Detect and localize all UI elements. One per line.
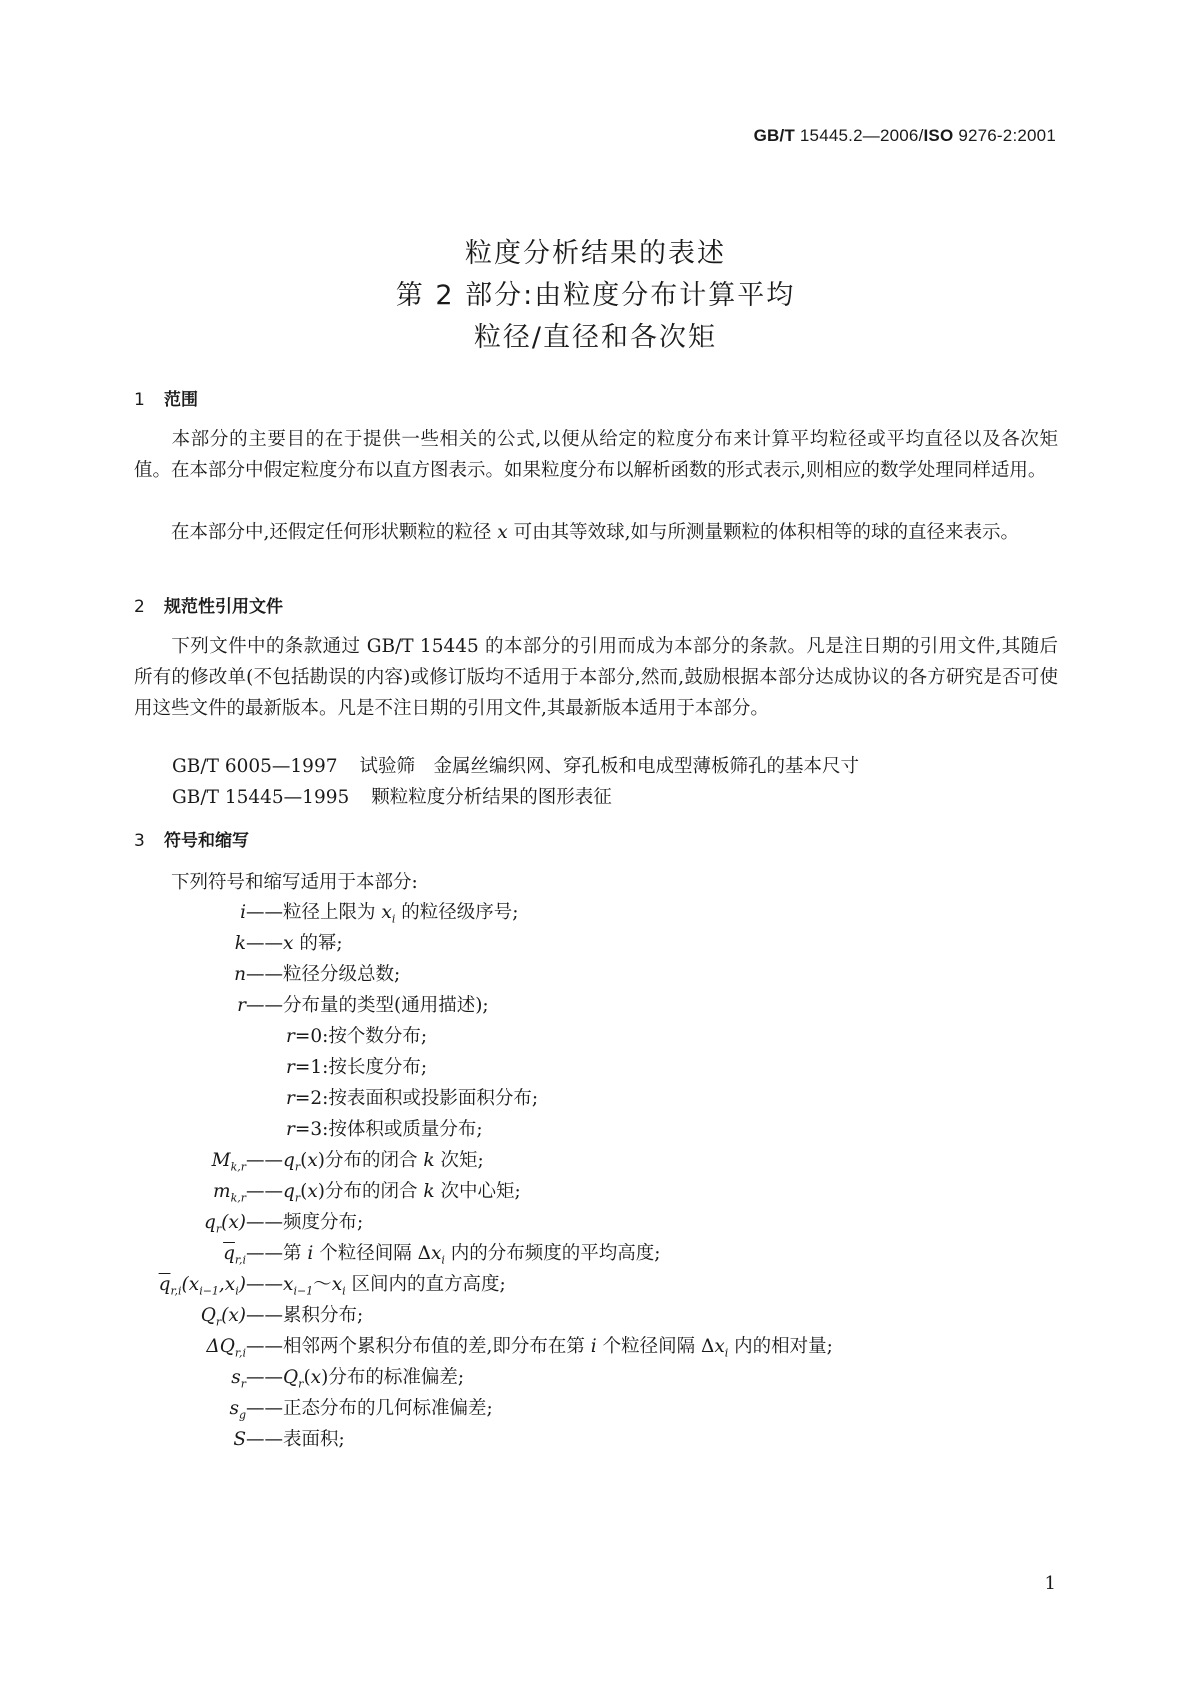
symbol-s: $s_r——Q_r(x)$分布的标准偏差; [231,1367,465,1391]
document-title-line-2: 第 2 部分:由粒度分布计算平均 [395,280,796,311]
symbol-k: k——x 的幂; [234,933,343,954]
symbol-r3: r=3:按体积或质量分布; [286,1119,483,1140]
reference-item: GB/T 15445—1995 颗粒粒度分析结果的图形表征 [172,787,612,808]
symbol-r1: r=1:按长度分布; [286,1057,428,1078]
standard-code: GB/T 15445.2—2006/ISO 9276-2:2001 [753,126,1056,145]
section-2-paragraph: 下列文件中的条款通过 GB/T 15445 的本部分的引用而成为本部分的条款。凡是注日期的引用文件,其随后所有的修改单(不包括勘误的内容)或修订版均不适用于本部分,然而,鼓励根据本部分达成协议的各方研究是否可使用这些文件的最新版本。凡是不注日期的引用文件,其最新版本适用于本部分。 [134,636,1058,719]
symbol-m: $m_{k,r}——q_r(x)$分布的闭合 k 次中心矩; [213,1181,521,1205]
section-1-heading: 1 范围 [134,390,198,410]
symbol-n: n——粒径分级总数; [234,964,401,985]
symbol-qbar-interval: $\overline{q}_{r,i}(x_{i-1},x_i)——x_{i-1}\sim x_i$ 区间内的直方高度; [158,1274,506,1298]
symbol-i: i——粒径上限为 $x_i$ 的粒径级序号; [240,902,519,926]
page-number: 1 [1044,1573,1056,1594]
section-1-paragraph-2: 在本部分中,还假定任何形状颗粒的粒径 x 可由其等效球,如与所测量颗粒的体积相等的球的直径来表示。 [171,522,1019,543]
document-title-line-1: 粒度分析结果的表述 [465,238,726,269]
reference-item: GB/T 6005—1997 试验筛 金属丝编织网、穿孔板和电成型薄板筛孔的基本尺寸 [172,756,860,777]
symbol-qbar: $\overline{q}_{r,i}——$第 i 个粒径间隔 $\Delta x_i$ 内的分布频度的平均高度; [223,1243,661,1267]
document-title-line-3: 粒径/直径和各次矩 [473,322,718,353]
symbol-deltaQ: $\Delta Q_{r,i}——$相邻两个累积分布值的差,即分布在第 i 个粒径间隔 $\Delta x_i$ 内的相对量; [206,1336,833,1360]
section-2-heading: 2 规范性引用文件 [134,597,283,617]
symbol-r0: r=0:按个数分布; [286,1026,428,1047]
symbol-q: $q_r(x)——$频度分布; [204,1212,364,1236]
symbol-r2: r=2:按表面积或投影面积分布; [286,1088,539,1109]
symbol-Q: $Q_r(x)——$累积分布; [200,1305,364,1329]
symbol-r: r——分布量的类型(通用描述); [237,995,489,1016]
symbol-S: S——表面积; [233,1429,345,1450]
symbol-sg: $s_g——$正态分布的几何标准偏差; [229,1398,493,1422]
section-3-heading: 3 符号和缩写 [134,831,249,851]
symbol-M: $M_{k,r}——q_r(x)$分布的闭合 k 次矩; [211,1150,484,1174]
section-3-intro: 下列符号和缩写适用于本部分: [171,872,418,893]
section-1-paragraph-1: 本部分的主要目的在于提供一些相关的公式,以便从给定的粒度分布来计算平均粒径或平均直径以及各次矩值。在本部分中假定粒度分布以直方图表示。如果粒度分布以解析函数的形式表示,则相应的数学处理同样适用。 [134,429,1058,481]
